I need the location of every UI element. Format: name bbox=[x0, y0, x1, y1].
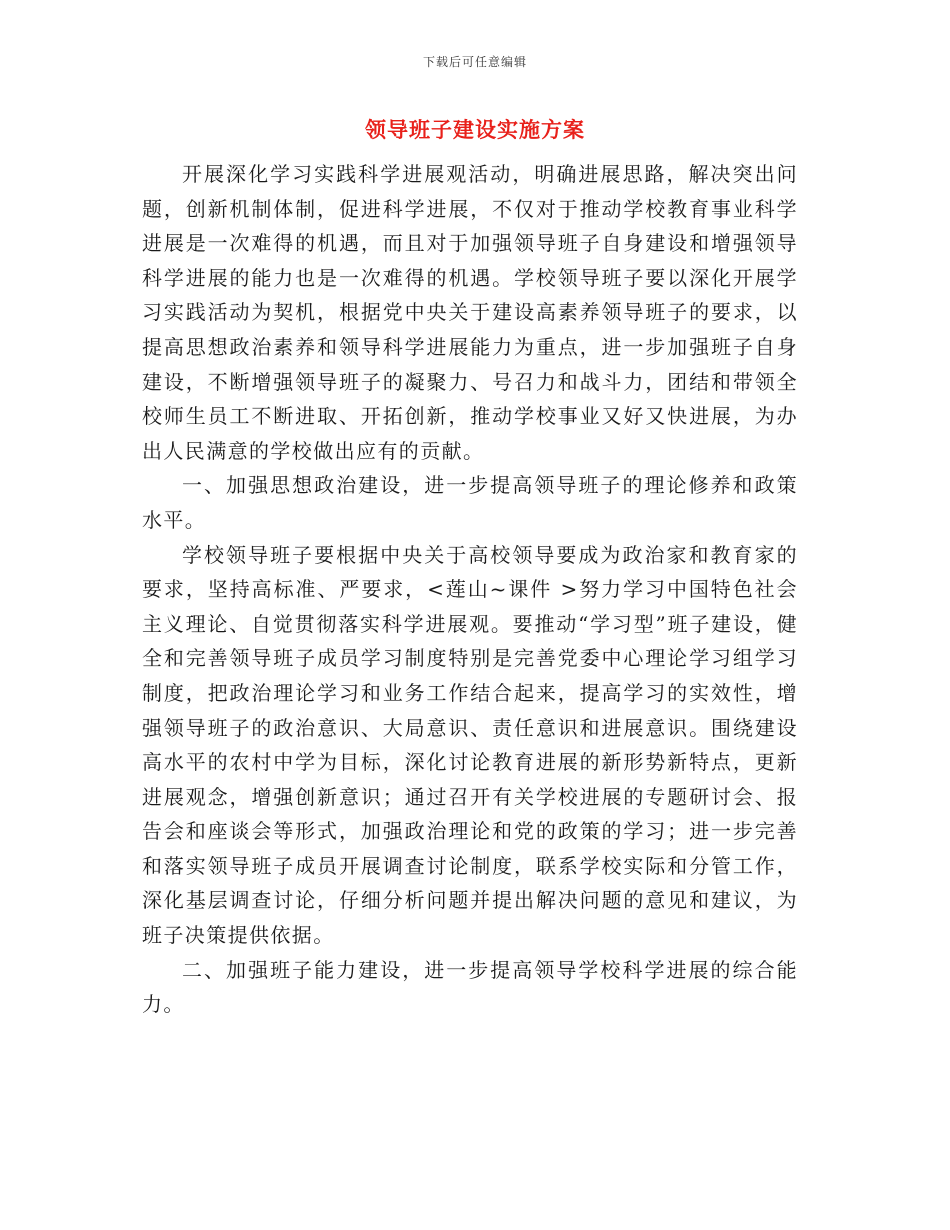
document-body bbox=[142, 157, 798, 1022]
header-note: 下载后可任意编辑 bbox=[422, 55, 527, 69]
paragraph-section-1: 学校领导班子要根据中央关于高校领导要成为政治家和教育家的要求，坚持高标准、严要求，<莲山~课件 >努力学习中国特色社会主义理论、自觉贯彻落实科学进展观。要推动“学习型”班子建设，健全和完善领导班子成员学习制度特别是完善党委中心理论学习组学习制度，把政治理论学习和业务工作结合起来，提高学习的实效性，增强领导班子的政治意识、大局意识、责任意识和进展意识。围绕建设高水平的农村中学为目标，深化讨论教育进展的新形势新特点，更新进展观念，增强创新意识；通过召开有关学校进展的专题研讨会、报告会和座谈会等形式，加强政治理论和党的政策的学习；进一步完善和落实领导班子成员开展调查讨论制度，联系学校实际和分管工作，深化基层调查讨论，仔细分析问题并提出解决问题的意见和建议，为班子决策提供依据。 bbox=[142, 542, 798, 948]
section-heading-2: 二、加强班子能力建设，进一步提高领导学校科学进展的综合能力。 bbox=[142, 957, 798, 1017]
document-title: 领导班子建设实施方案 bbox=[365, 117, 585, 142]
paragraph-intro: 开展深化学习实践科学进展观活动，明确进展思路，解决突出问题，创新机制体制，促进科学进展，不仅对于推动学校教育事业科学进展是一次难得的机遇，而且对于加强领导班子自身建设和增强领导科学进展的能力也是一次难得的机遇。学校领导班子要以深化开展学习实践活动为契机，根据党中央关于建设高素养领导班子的要求，以提高思想政治素养和领导科学进展能力为重点，进一步加强班子自身建设，不断增强领导班子的凝聚力、号召力和战斗力，团结和带领全校师生员工不断进取、开拓创新，推动学校事业又好又快进展，为办出人民满意的学校做出应有的贡献。 bbox=[142, 162, 798, 463]
section-heading-1: 一、加强思想政治建设，进一步提高领导班子的理论修养和政策水平。 bbox=[142, 473, 798, 532]
